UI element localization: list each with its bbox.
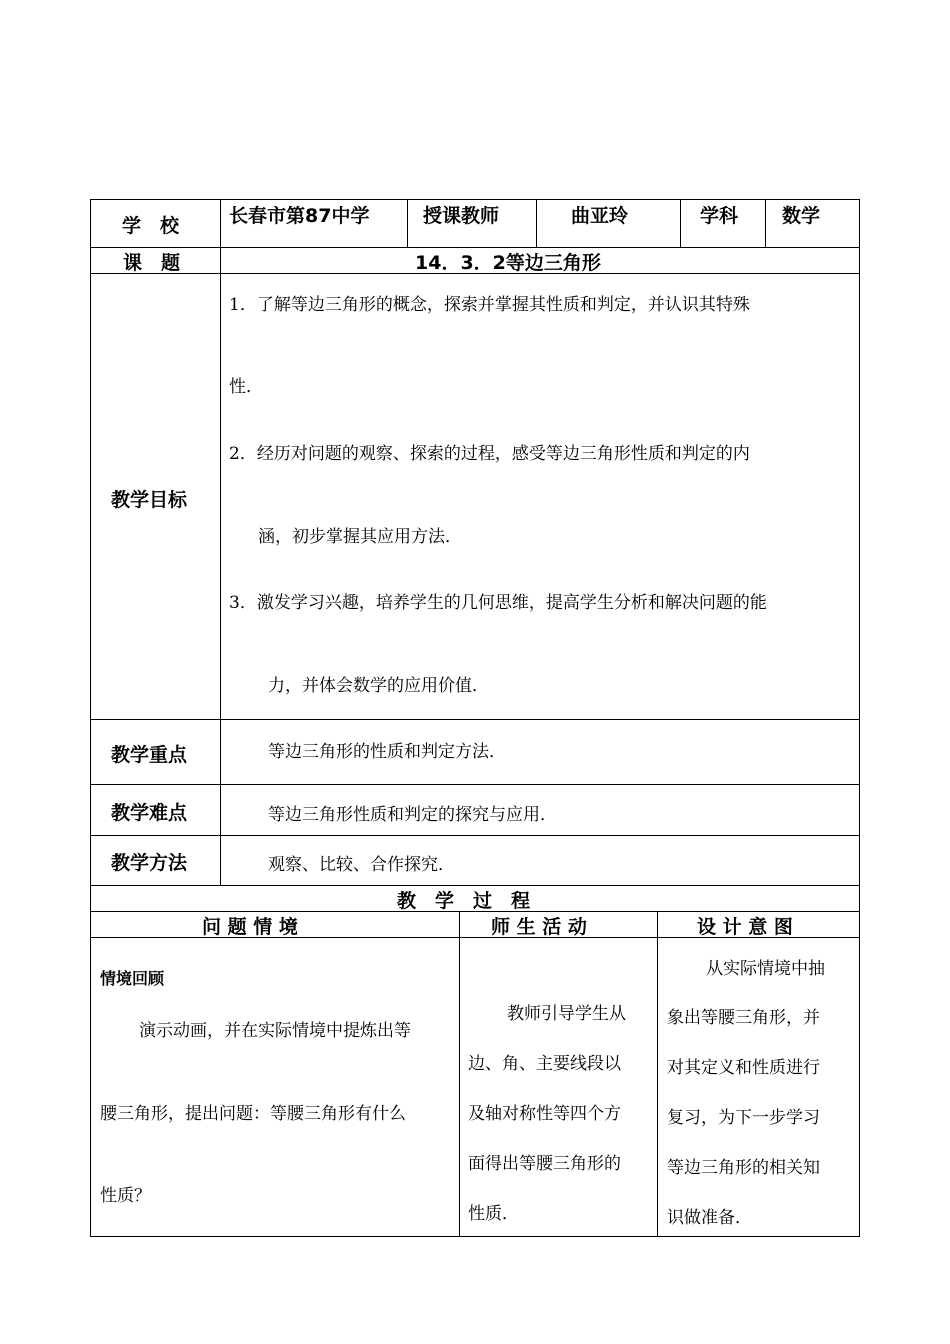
teacher-label: 授课教师 [423, 205, 500, 227]
activity-line: 面得出等腰三角形的 [468, 1154, 621, 1174]
column-header-situation: 问 题 情 境 [202, 916, 298, 938]
activity-line: 性质． [468, 1204, 519, 1224]
column-header-intent: 设 计 意 图 [697, 916, 793, 938]
school-value: 长春市第87中学 [229, 205, 370, 227]
col-divider [220, 199, 221, 886]
activity-line: 及轴对称性等四个方 [468, 1104, 621, 1124]
key-points-label: 教学重点 [111, 744, 188, 766]
intent-line: 象出等腰三角形，并 [667, 1008, 820, 1028]
difficulties-label: 教学难点 [111, 802, 188, 824]
intent-line: 复习，为下一步学习 [667, 1108, 820, 1128]
intent-line: 识做准备． [667, 1208, 752, 1228]
objective-line: 2．经历对问题的观察、探索的过程，感受等边三角形性质和判定的内 [229, 444, 750, 464]
topic-value: 14．3．2等边三角形 [415, 252, 601, 274]
methods-label: 教学方法 [111, 852, 188, 874]
table-border-top [90, 199, 860, 200]
process-title: 教 学 过 程 [397, 890, 531, 912]
situation-line: 性质？ [100, 1186, 151, 1206]
subject-value: 数学 [782, 205, 821, 227]
row-divider [90, 835, 860, 836]
school-label: 学 校 [122, 215, 180, 237]
topic-label: 课 题 [123, 252, 181, 274]
row-divider [90, 784, 860, 785]
situation-heading: 情境回顾 [100, 969, 165, 988]
methods-value: 观察、比较、合作探究． [268, 855, 455, 875]
intent-line: 等边三角形的相关知 [667, 1158, 820, 1178]
col-divider [657, 911, 658, 1237]
difficulties-value: 等边三角形性质和判定的探究与应用． [268, 805, 557, 825]
col-divider [407, 199, 408, 248]
col-divider [536, 199, 537, 248]
row-divider [90, 719, 860, 720]
activity-line: 教师引导学生从 [507, 1004, 626, 1024]
col-divider [765, 199, 766, 248]
objective-line: 性． [229, 377, 263, 397]
col-divider [680, 199, 681, 248]
subject-label: 学科 [700, 205, 739, 227]
activity-line: 边、角、主要线段以 [468, 1054, 621, 1074]
table-border-right [859, 199, 860, 1237]
key-points-value: 等边三角形的性质和判定方法． [268, 742, 506, 762]
objective-line: 1．了解等边三角形的概念，探索并掌握其性质和判定，并认识其特殊 [229, 295, 750, 315]
table-border-bottom [90, 1236, 860, 1237]
table-border-left [90, 199, 91, 1237]
objectives-label: 教学目标 [111, 489, 188, 511]
situation-line: 演示动画，并在实际情境中提炼出等 [139, 1021, 411, 1041]
col-divider [459, 911, 460, 1237]
situation-line: 腰三角形，提出问题：等腰三角形有什么 [100, 1104, 406, 1124]
objective-line: 力，并体会数学的应用价值． [268, 676, 489, 696]
objective-line: 涵，初步掌握其应用方法． [258, 527, 462, 547]
intent-line: 从实际情境中抽 [706, 959, 825, 979]
column-header-activity: 师 生 活 动 [491, 916, 587, 938]
intent-line: 对其定义和性质进行 [667, 1058, 820, 1078]
objective-line: 3．激发学习兴趣，培养学生的几何思维，提高学生分析和解决问题的能 [229, 593, 767, 613]
teacher-value: 曲亚玲 [571, 205, 629, 227]
